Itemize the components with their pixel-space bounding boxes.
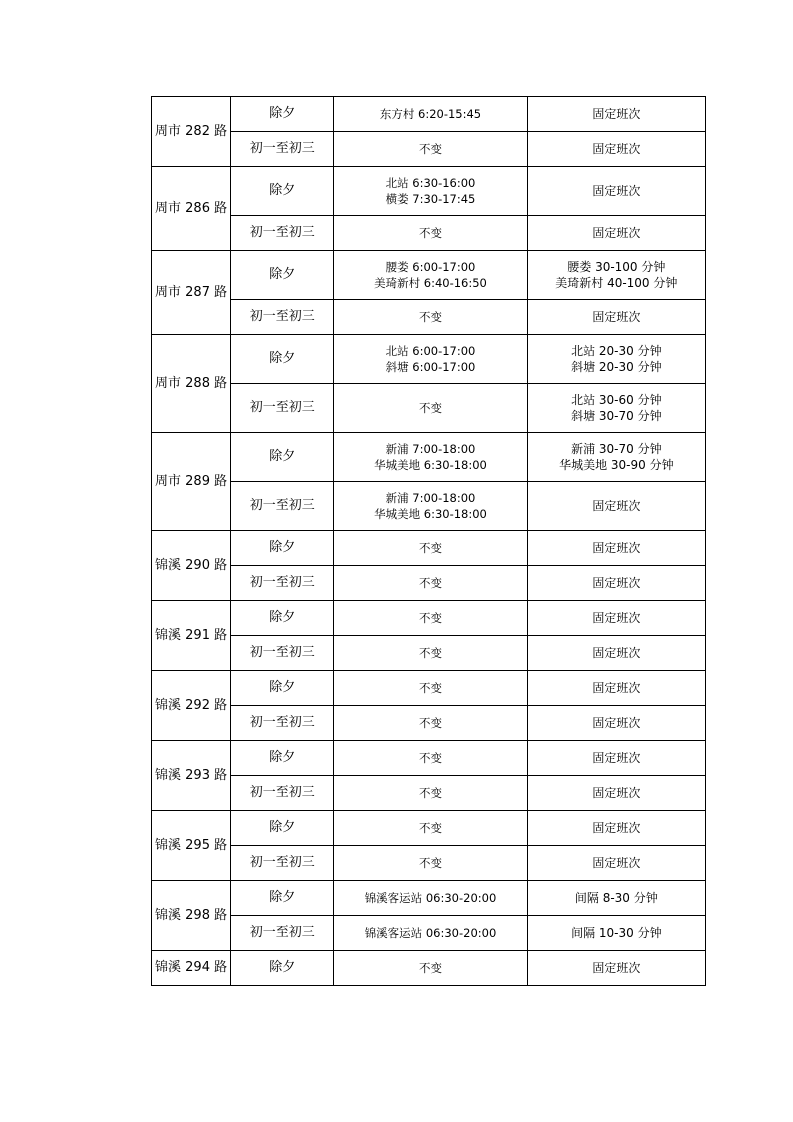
time-line: 北站 6:30-16:00 bbox=[385, 176, 476, 190]
route-name: 锦溪 292 路 bbox=[152, 671, 231, 741]
frequency-line: 固定班次 bbox=[592, 681, 641, 695]
table-row bbox=[152, 300, 706, 335]
table-row bbox=[152, 916, 706, 951]
route-name: 锦溪 291 路 bbox=[152, 601, 231, 671]
frequency-cell bbox=[527, 335, 705, 384]
frequency-cell bbox=[527, 916, 705, 951]
frequency-line: 固定班次 bbox=[592, 821, 641, 835]
time-cell bbox=[334, 566, 527, 601]
frequency-line: 固定班次 bbox=[592, 226, 641, 240]
frequency-cell bbox=[527, 566, 705, 601]
route-name: 周市 287 路 bbox=[152, 251, 231, 335]
time-cell bbox=[334, 846, 527, 881]
date-cell: 除夕 bbox=[231, 881, 334, 916]
frequency-line: 北站 30-60 分钟 bbox=[571, 393, 662, 407]
time-line: 不变 bbox=[418, 821, 442, 835]
time-line: 不变 bbox=[418, 681, 442, 695]
time-line: 不变 bbox=[418, 856, 442, 870]
table-row bbox=[152, 776, 706, 811]
date-cell: 除夕 bbox=[231, 251, 334, 300]
time-line: 不变 bbox=[418, 961, 442, 975]
time-line: 锦溪客运站 06:30-20:00 bbox=[364, 891, 497, 905]
route-name: 周市 282 路 bbox=[152, 97, 231, 167]
frequency-line: 腰娄 30-100 分钟 bbox=[567, 260, 666, 274]
time-line: 不变 bbox=[418, 401, 442, 415]
table-row bbox=[152, 671, 706, 706]
frequency-cell bbox=[527, 636, 705, 671]
table-row bbox=[152, 167, 706, 216]
frequency-cell bbox=[527, 846, 705, 881]
table-row bbox=[152, 566, 706, 601]
frequency-line: 新浦 30-70 分钟 bbox=[571, 442, 662, 456]
frequency-line: 固定班次 bbox=[592, 611, 641, 625]
time-cell bbox=[334, 300, 527, 335]
date-cell: 除夕 bbox=[231, 951, 334, 986]
table-row bbox=[152, 811, 706, 846]
time-line: 华城美地 6:30-18:00 bbox=[374, 507, 487, 521]
date-cell: 初一至初三 bbox=[231, 482, 334, 531]
frequency-line: 斜塘 30-70 分钟 bbox=[571, 409, 662, 423]
date-cell: 除夕 bbox=[231, 97, 334, 132]
table-row bbox=[152, 97, 706, 132]
frequency-cell bbox=[527, 167, 705, 216]
time-cell bbox=[334, 916, 527, 951]
frequency-cell bbox=[527, 216, 705, 251]
time-line: 不变 bbox=[418, 716, 442, 730]
route-name: 锦溪 294 路 bbox=[152, 951, 231, 986]
time-line: 华城美地 6:30-18:00 bbox=[374, 458, 487, 472]
route-name: 周市 288 路 bbox=[152, 335, 231, 433]
time-cell bbox=[334, 167, 527, 216]
frequency-line: 固定班次 bbox=[592, 646, 641, 660]
date-cell: 除夕 bbox=[231, 167, 334, 216]
frequency-line: 固定班次 bbox=[592, 310, 641, 324]
frequency-line: 固定班次 bbox=[592, 107, 641, 121]
table-row bbox=[152, 251, 706, 300]
time-cell bbox=[334, 482, 527, 531]
time-cell bbox=[334, 216, 527, 251]
route-name: 锦溪 290 路 bbox=[152, 531, 231, 601]
date-cell: 除夕 bbox=[231, 531, 334, 566]
frequency-line: 固定班次 bbox=[592, 499, 641, 513]
frequency-line: 间隔 10-30 分钟 bbox=[571, 926, 662, 940]
frequency-line: 固定班次 bbox=[592, 751, 641, 765]
date-cell: 除夕 bbox=[231, 671, 334, 706]
date-cell: 除夕 bbox=[231, 335, 334, 384]
time-line: 不变 bbox=[418, 751, 442, 765]
table-row bbox=[152, 601, 706, 636]
date-cell: 初一至初三 bbox=[231, 132, 334, 167]
frequency-cell bbox=[527, 531, 705, 566]
route-name: 锦溪 298 路 bbox=[152, 881, 231, 951]
time-cell bbox=[334, 776, 527, 811]
frequency-line: 固定班次 bbox=[592, 786, 641, 800]
time-line: 不变 bbox=[418, 541, 442, 555]
frequency-cell bbox=[527, 384, 705, 433]
time-line: 美琦新村 6:40-16:50 bbox=[374, 276, 487, 290]
table-row bbox=[152, 335, 706, 384]
frequency-cell bbox=[527, 811, 705, 846]
time-line: 新浦 7:00-18:00 bbox=[385, 491, 476, 505]
time-cell bbox=[334, 132, 527, 167]
frequency-cell bbox=[527, 300, 705, 335]
table-row bbox=[152, 881, 706, 916]
time-cell bbox=[334, 601, 527, 636]
time-line: 不变 bbox=[418, 142, 442, 156]
time-cell bbox=[334, 811, 527, 846]
time-cell bbox=[334, 531, 527, 566]
frequency-line: 固定班次 bbox=[592, 541, 641, 555]
frequency-cell bbox=[527, 97, 705, 132]
frequency-line: 固定班次 bbox=[592, 856, 641, 870]
time-cell bbox=[334, 251, 527, 300]
time-line: 不变 bbox=[418, 226, 442, 240]
time-line: 横娄 7:30-17:45 bbox=[385, 192, 476, 206]
schedule-body bbox=[152, 97, 706, 986]
table-row bbox=[152, 132, 706, 167]
frequency-line: 美琦新村 40-100 分钟 bbox=[555, 276, 678, 290]
frequency-cell bbox=[527, 433, 705, 482]
frequency-cell bbox=[527, 776, 705, 811]
table-row bbox=[152, 741, 706, 776]
time-line: 腰娄 6:00-17:00 bbox=[385, 260, 476, 274]
date-cell: 初一至初三 bbox=[231, 566, 334, 601]
time-cell bbox=[334, 706, 527, 741]
time-line: 北站 6:00-17:00 bbox=[385, 344, 476, 358]
frequency-cell bbox=[527, 671, 705, 706]
time-cell bbox=[334, 951, 527, 986]
table-row bbox=[152, 433, 706, 482]
date-cell: 除夕 bbox=[231, 811, 334, 846]
frequency-cell bbox=[527, 881, 705, 916]
date-cell: 除夕 bbox=[231, 433, 334, 482]
table-row bbox=[152, 482, 706, 531]
frequency-cell bbox=[527, 601, 705, 636]
frequency-line: 北站 20-30 分钟 bbox=[571, 344, 662, 358]
frequency-cell bbox=[527, 251, 705, 300]
date-cell: 初一至初三 bbox=[231, 636, 334, 671]
table-row bbox=[152, 216, 706, 251]
time-line: 东方村 6:20-15:45 bbox=[379, 107, 482, 121]
time-line: 斜塘 6:00-17:00 bbox=[385, 360, 476, 374]
table-row bbox=[152, 706, 706, 741]
frequency-line: 斜塘 20-30 分钟 bbox=[571, 360, 662, 374]
time-line: 新浦 7:00-18:00 bbox=[385, 442, 476, 456]
date-cell: 初一至初三 bbox=[231, 384, 334, 433]
table-row bbox=[152, 846, 706, 881]
time-cell bbox=[334, 97, 527, 132]
date-cell: 初一至初三 bbox=[231, 216, 334, 251]
route-name: 锦溪 293 路 bbox=[152, 741, 231, 811]
time-line: 不变 bbox=[418, 646, 442, 660]
time-cell bbox=[334, 636, 527, 671]
date-cell: 初一至初三 bbox=[231, 706, 334, 741]
frequency-cell bbox=[527, 951, 705, 986]
time-cell bbox=[334, 881, 527, 916]
time-cell bbox=[334, 433, 527, 482]
time-line: 不变 bbox=[418, 786, 442, 800]
frequency-line: 华城美地 30-90 分钟 bbox=[559, 458, 674, 472]
date-cell: 初一至初三 bbox=[231, 300, 334, 335]
table-row bbox=[152, 384, 706, 433]
time-cell bbox=[334, 335, 527, 384]
frequency-line: 固定班次 bbox=[592, 961, 641, 975]
frequency-line: 固定班次 bbox=[592, 576, 641, 590]
frequency-line: 固定班次 bbox=[592, 716, 641, 730]
frequency-cell bbox=[527, 741, 705, 776]
route-name: 锦溪 295 路 bbox=[152, 811, 231, 881]
date-cell: 除夕 bbox=[231, 601, 334, 636]
schedule-table bbox=[151, 96, 706, 986]
date-cell: 除夕 bbox=[231, 741, 334, 776]
frequency-cell bbox=[527, 132, 705, 167]
date-cell: 初一至初三 bbox=[231, 776, 334, 811]
date-cell: 初一至初三 bbox=[231, 846, 334, 881]
time-line: 不变 bbox=[418, 611, 442, 625]
frequency-line: 间隔 8-30 分钟 bbox=[574, 891, 658, 905]
frequency-line: 固定班次 bbox=[592, 184, 641, 198]
route-name: 周市 289 路 bbox=[152, 433, 231, 531]
route-name: 周市 286 路 bbox=[152, 167, 231, 251]
time-line: 锦溪客运站 06:30-20:00 bbox=[364, 926, 497, 940]
frequency-cell bbox=[527, 482, 705, 531]
date-cell: 初一至初三 bbox=[231, 916, 334, 951]
time-line: 不变 bbox=[418, 310, 442, 324]
table-row bbox=[152, 951, 706, 986]
time-cell bbox=[334, 384, 527, 433]
table-row bbox=[152, 636, 706, 671]
time-cell bbox=[334, 741, 527, 776]
time-cell bbox=[334, 671, 527, 706]
table-row bbox=[152, 531, 706, 566]
frequency-line: 固定班次 bbox=[592, 142, 641, 156]
frequency-cell bbox=[527, 706, 705, 741]
time-line: 不变 bbox=[418, 576, 442, 590]
